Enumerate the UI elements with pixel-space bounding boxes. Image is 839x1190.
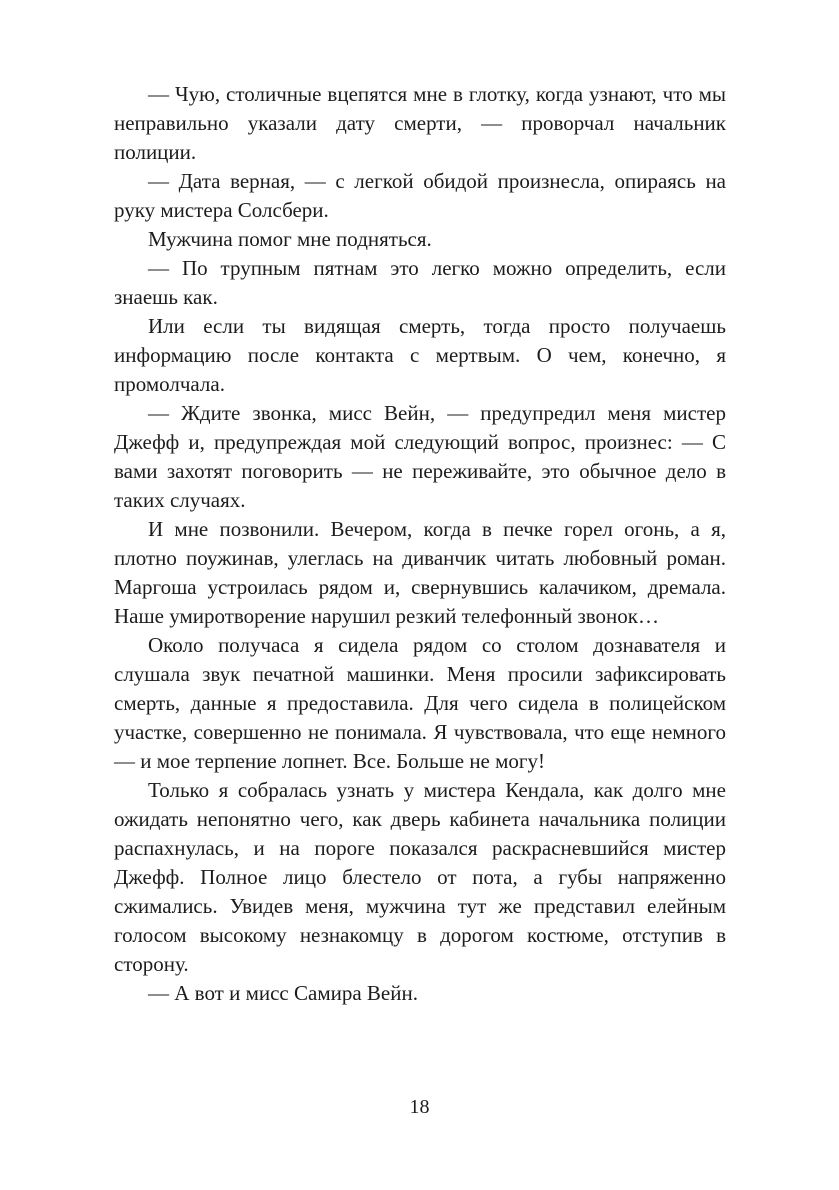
paragraph: Мужчина помог мне подняться. [148, 227, 432, 251]
page-text-block [114, 80, 726, 1008]
paragraph: — А вот и мисс Самира Вейн. [148, 981, 418, 1005]
paragraph: — Дата верная, — с легкой обидой произнесла, опираясь на руку мистера Солсбери. [114, 169, 726, 222]
paragraph: — Чую, столичные вцепятся мне в глотку, когда узнают, что мы неправильно указали дату смерти, — проворчал начальник полиции. [114, 82, 726, 164]
page-number: 18 [409, 1096, 430, 1118]
paragraph: Около получаса я сидела рядом со столом дознавателя и слушала звук печатной машинки. Меня просили зафиксировать смерть, данные я предоставила. Для чего сидела в полицейском участке, совершенно не понимала. Я чувствовала, что еще немного — и мое терпение лопнет. Все. Больше не могу! [114, 633, 726, 773]
paragraph: И мне позвонили. Вечером, когда в печке горел огонь, а я, плотно поужинав, улеглась на диванчик читать любовный роман. Маргоша устроилась рядом и, свернувшись калачиком, дремала. Наше умиротворение нарушил резкий телефонный звонок… [114, 517, 726, 628]
paragraph: — По трупным пятнам это легко можно определить, если знаешь как. [114, 256, 726, 309]
paragraph: Или если ты видящая смерть, тогда просто получаешь информацию после контакта с мертвым. О чем, конечно, я промолчала. [114, 314, 726, 396]
paragraph: — Ждите звонка, мисс Вейн, — предупредил меня мистер Джефф и, предупреждая мой следующий вопрос, произнес: — С вами захотят поговорить — не переживайте, это обычное дело в таких случаях. [114, 401, 726, 512]
paragraph: Только я собралась узнать у мистера Кендала, как долго мне ожидать непонятно чего, как дверь кабинета начальника полиции распахнулась, и на пороге показался раскрасневшийся мистер Джефф. Полное лицо блестело от пота, а губы напряженно сжимались. Увидев меня, мужчина тут же представил елейным голосом высокому незнакомцу в дорогом костюме, отступив в сторону. [114, 778, 726, 976]
